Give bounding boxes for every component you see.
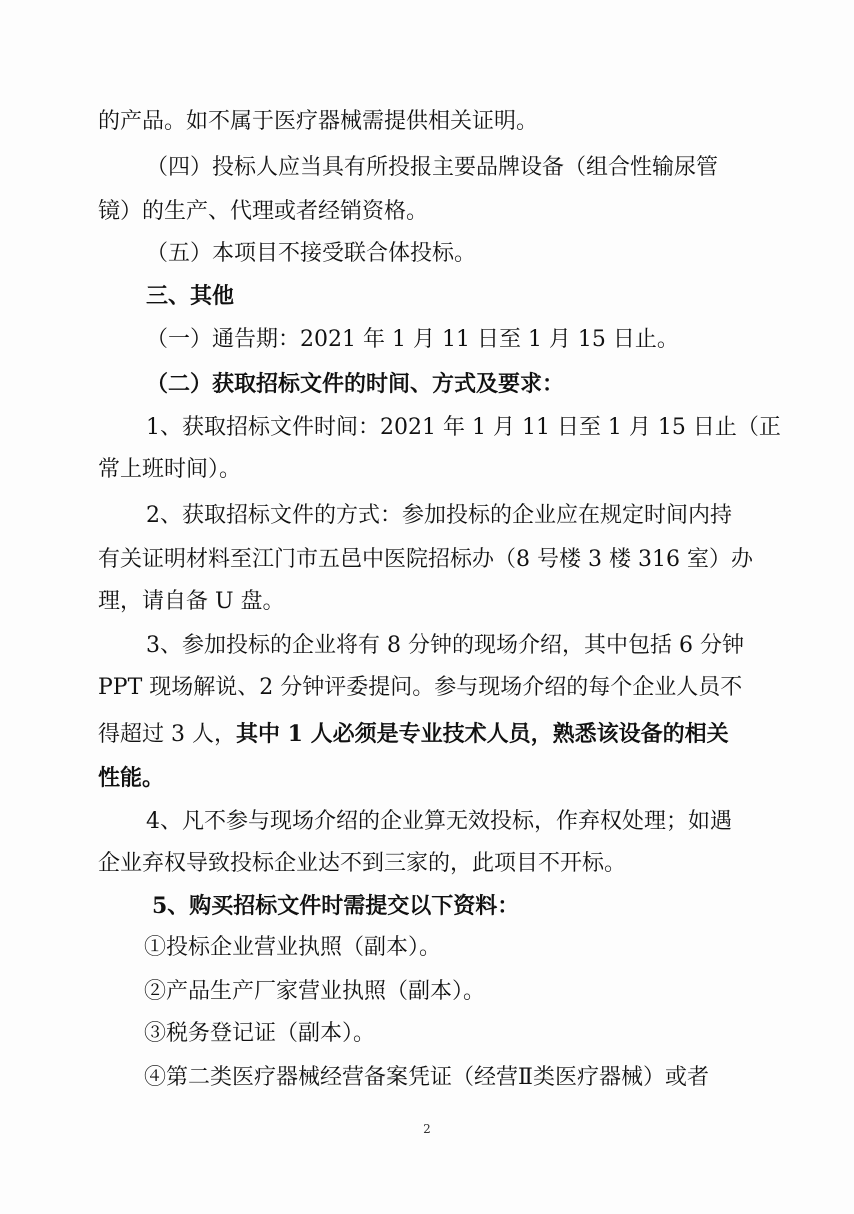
text-run: ④第二类医疗器械经营备案凭证（经营Ⅱ类医疗器械）或者 [144,1065,709,1090]
text-run: 2、获取招标文件的方式：参加投标的企业应在规定时间内持 [146,503,732,528]
text-run: （四）投标人应当具有所投报主要品牌设备（组合性输尿管 [146,155,719,180]
list-item [0,970,854,1014]
text-run: 常上班时间）。 [98,457,242,482]
text-line [0,232,854,276]
text-run: ②产品生产厂家营业执照（副本）。 [144,979,486,1004]
text-run: （五）本项目不接受联合体投标。 [146,241,477,266]
list-item [0,926,854,970]
text-line [0,406,854,450]
text-line [0,624,854,668]
bold-text-run: 其中 1 人必须是专业技术人员，熟悉该设备的相关 [235,721,729,747]
text-line [0,666,854,710]
section-heading [0,274,854,318]
subsection-heading [0,884,854,928]
text-line [0,580,854,624]
page-number: 2 [423,1122,431,1136]
text-line [0,712,854,756]
text-run: 有关证明材料至江门市五邑中医院招标办（8 号楼 3 楼 316 室）办 [98,547,753,572]
section-heading-text: 三、其他 [146,283,235,309]
text-run: 镜）的生产、代理或者经销资格。 [98,199,429,224]
text-line [0,842,854,886]
text-line [0,100,854,144]
text-run: 理，请自备 U 盘。 [98,589,285,614]
text-run: PPT 现场解说、2 分钟评委提问。参与现场介绍的每个企业人员不 [98,675,743,700]
list-item [0,1012,854,1056]
subsection-heading-text: （二）获取招标文件的时间、方式及要求： [146,371,565,397]
text-line [0,146,854,190]
list-item [0,1056,854,1100]
text-run: （一）通告期：2021 年 1 月 11 日至 1 月 15 日止。 [146,327,679,352]
text-run: 的产品。如不属于医疗器械需提供相关证明。 [98,109,539,134]
text-line [0,318,854,362]
text-run: ①投标企业营业执照（副本）。 [144,935,442,960]
text-line [0,756,854,800]
text-line [0,190,854,234]
text-run: 3、参加投标的企业将有 8 分钟的现场介绍，其中包括 6 分钟 [146,633,744,658]
text-line [0,800,854,844]
subsection-heading-text: 5、购买招标文件时需提交以下资料： [152,893,520,919]
text-run: 1、获取招标文件时间：2021 年 1 月 11 日至 1 月 15 日止（正 [146,415,781,440]
text-line [0,448,854,492]
bold-text-run: 性能。 [98,765,165,791]
text-run: 企业弃权导致投标企业达不到三家的，此项目不开标。 [98,851,627,876]
subsection-heading [0,362,854,406]
text-run: ③税务登记证（副本）。 [144,1021,376,1046]
text-run: 得超过 3 人， [98,722,236,747]
text-line [0,538,854,582]
text-line [0,494,854,538]
text-run: 4、凡不参与现场介绍的企业算无效投标，作弃权处理；如遇 [146,809,732,834]
